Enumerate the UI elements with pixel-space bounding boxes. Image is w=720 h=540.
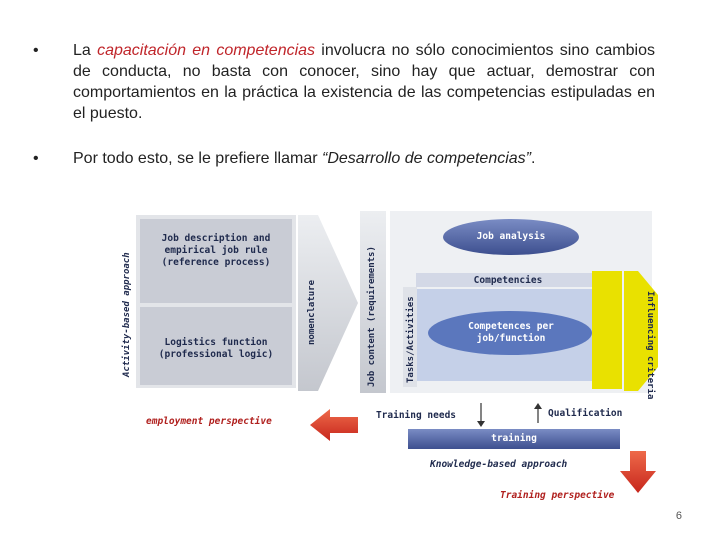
employment-perspective-label: employment perspective bbox=[146, 416, 272, 427]
employment-arrow bbox=[310, 409, 358, 441]
bullet-list bbox=[30, 40, 655, 169]
nomenclature-label: nomenclature bbox=[307, 279, 317, 345]
training-perspective-label: Training perspective bbox=[500, 490, 615, 501]
training-perspective-arrow bbox=[620, 451, 656, 493]
influencing-criteria-label: Influencing criteria bbox=[645, 291, 655, 400]
training-needs-label: Training needs bbox=[375, 410, 457, 421]
influencing-yellow bbox=[592, 271, 622, 389]
bullet-2-post: . bbox=[531, 150, 536, 167]
bullet-marker: • bbox=[33, 150, 39, 167]
qualification-label: Qualification bbox=[548, 408, 623, 419]
page-number: 6 bbox=[675, 510, 682, 522]
job-description-text: Job description and empirical job rule (reference process) bbox=[161, 233, 271, 268]
bullet-1-post: involucra no sólo conocimientos sino cambios de conducta, no basta con conocer, sino hay que actuar, demostrar con comportamientos en la práctica la existencia de las competencias estipuladas en el puesto. bbox=[73, 42, 655, 122]
competency-diagram bbox=[118, 195, 663, 515]
logistics-function-text: Logistics function (professional logic) bbox=[158, 337, 274, 360]
tasks-activities-label: Tasks/Activities bbox=[406, 296, 416, 383]
bullet-item-1 bbox=[30, 40, 655, 124]
bullet-2-pre: Por todo esto, se le prefiere llamar bbox=[73, 150, 323, 167]
knowledge-approach-label: Knowledge-based approach bbox=[430, 459, 568, 470]
bullet-2-italic: “Desarrollo de competencias” bbox=[322, 150, 531, 167]
bullet-marker: • bbox=[33, 42, 39, 59]
competences-per-job-text: Competences per job/function bbox=[468, 321, 554, 344]
bullet-item-2 bbox=[30, 148, 655, 169]
bullet-1-highlight: capacitación en competencias bbox=[97, 42, 316, 59]
activity-approach-label: Activity-based approach bbox=[122, 252, 132, 377]
bullet-1-pre: La bbox=[73, 42, 98, 59]
competencies-text: Competencies bbox=[473, 275, 543, 286]
job-content-label: Job content (requirements) bbox=[367, 246, 377, 387]
job-analysis-text: Job analysis bbox=[476, 231, 546, 242]
training-text: training bbox=[491, 433, 537, 444]
